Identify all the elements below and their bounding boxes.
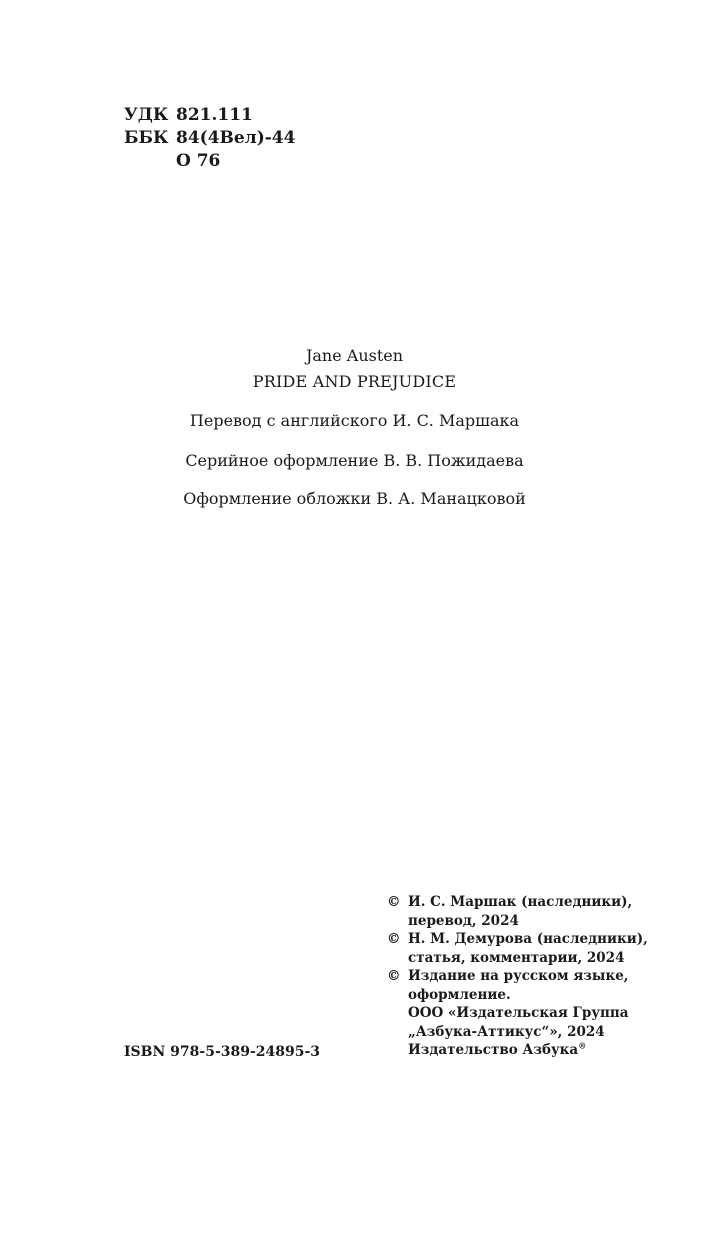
- copyright-symbol: ©: [387, 931, 401, 947]
- copyright-line: Н. М. Демурова (наследники),: [408, 931, 648, 947]
- bbk-label: ББК: [124, 128, 169, 148]
- udc-label: УДК: [124, 105, 169, 125]
- original-author: Jane Austen: [305, 346, 404, 365]
- classification-block: [124, 104, 295, 173]
- copyright-line: Издание на русском языке,: [408, 968, 629, 984]
- udc-row: [124, 104, 295, 127]
- bbk-value: 84(4Вел)-44: [176, 128, 296, 148]
- author-mark: О 76: [176, 151, 221, 171]
- publisher-line: ООО «Издательская Группа: [408, 1005, 629, 1021]
- translation-credit: Перевод с английского И. С. Маршака: [189, 411, 520, 430]
- copyright-block: [387, 893, 687, 1060]
- copyright-entry: [387, 967, 687, 1004]
- udc-value: 821.111: [176, 105, 253, 125]
- copyright-entry: [387, 893, 687, 930]
- imprint-name: Издательство Азбука: [408, 1042, 579, 1058]
- copyright-entry: [387, 930, 687, 967]
- copyright-symbol: ©: [387, 894, 401, 910]
- registered-mark: ®: [578, 1040, 587, 1051]
- bbk-row: [124, 127, 295, 150]
- copyright-symbol: ©: [387, 968, 401, 984]
- cover-design-credit: Оформление обложки В. А. Манацковой: [183, 489, 526, 508]
- copyright-line: статья, комментарии, 2024: [408, 949, 625, 966]
- copyright-line: И. С. Маршак (наследники),: [408, 894, 633, 910]
- isbn: ISBN 978-5-389-24895-3: [124, 1044, 321, 1060]
- original-title: PRIDE AND PREJUDICE: [252, 372, 457, 391]
- copyright-line: перевод, 2024: [408, 912, 519, 929]
- publisher-imprint: [387, 1041, 687, 1060]
- copyright-line: оформление.: [408, 986, 511, 1003]
- publisher-line: „Азбука-Аттикус“», 2024: [408, 1023, 605, 1040]
- series-design-credit: Серийное оформление В. В. Пожидаева: [185, 451, 524, 470]
